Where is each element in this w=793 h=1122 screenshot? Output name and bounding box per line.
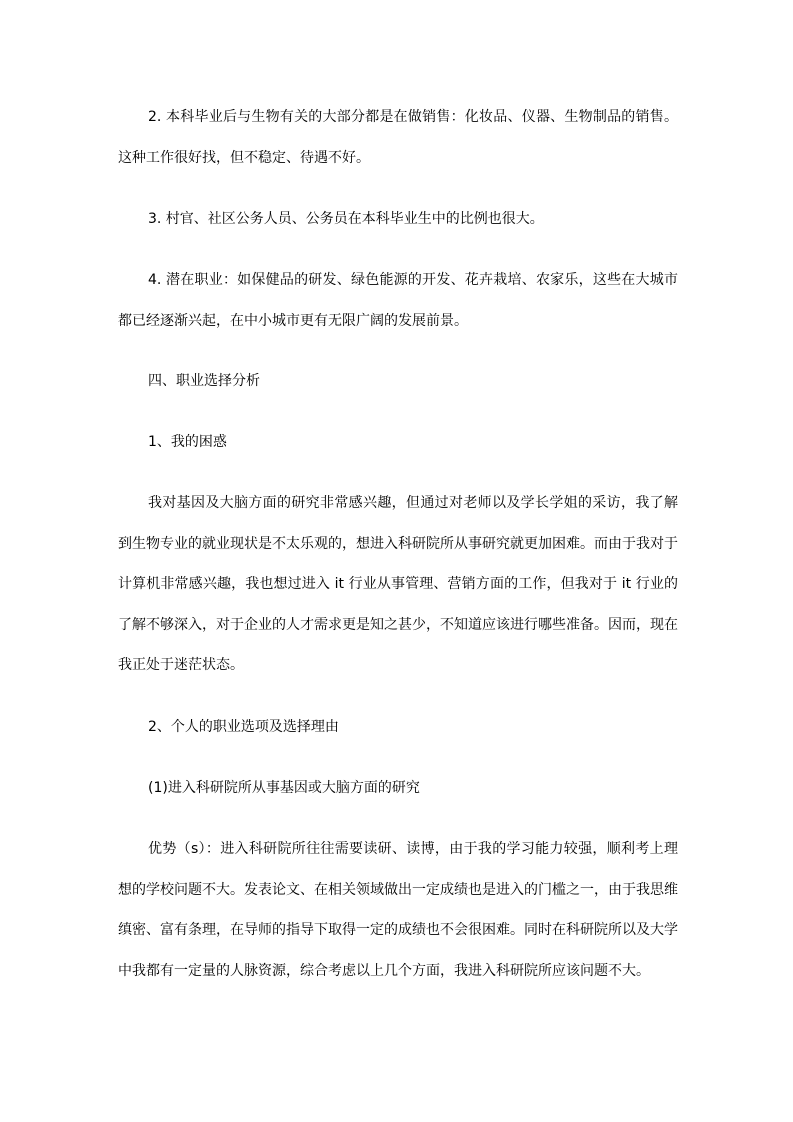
subheading-research-institute: (1)进入科研院所从事基因或大脑方面的研究	[148, 780, 420, 796]
subheading-my-confusion: 1、我的困惑	[148, 434, 227, 450]
paragraph-civil-servants: 3. 村官、社区公务人员、公务员在本科毕业生中的比例也很大。	[148, 211, 544, 227]
subheading-career-options: 2、个人的职业选项及选择理由	[148, 719, 339, 735]
paragraph-potential-careers: 4. 潜在职业：如保健品的研发、绿色能源的开发、花卉栽培、农家乐，这些在大城市都已经逐渐兴起，在中小城市更有无限广阔的发展前景。	[118, 272, 678, 329]
section-heading-career-analysis: 四、职业选择分析	[148, 373, 260, 389]
paragraph-strengths: 优势（s）：进入科研院所往往需要读研、读博，由于我的学习能力较强，顺利考上理想的学校问题不大。发表论文、在相关领域做出一定成绩也是进入的门槛之一，由于我思维缜密、富有条理，在导师的指导下取得一定的成绩也不会很困难。同时在科研院所以及大学中我都有一定量的人脉资源，综合考虑以上几个方面，我进入科研院所应该问题不大。	[118, 841, 678, 979]
paragraph-confusion-body: 我对基因及大脑方面的研究非常感兴趣，但通过对老师以及学长学姐的采访，我了解到生物专业的就业现状是不太乐观的，想进入科研院所从事研究就更加困难。而由于我对于计算机非常感兴趣，我也想过进入 it 行业从事管理、营销方面的工作，但我对于 it 行业的了解不够深入，对于企业的人才需求更是知之甚少，不知道应该进行哪些准备。因而，现在我正处于迷茫状态。	[118, 495, 678, 673]
paragraph-sales-jobs: 2. 本科毕业后与生物有关的大部分都是在做销售：化妆品、仪器、生物制品的销售。这种工作很好找，但不稳定、待遇不好。	[118, 109, 678, 166]
